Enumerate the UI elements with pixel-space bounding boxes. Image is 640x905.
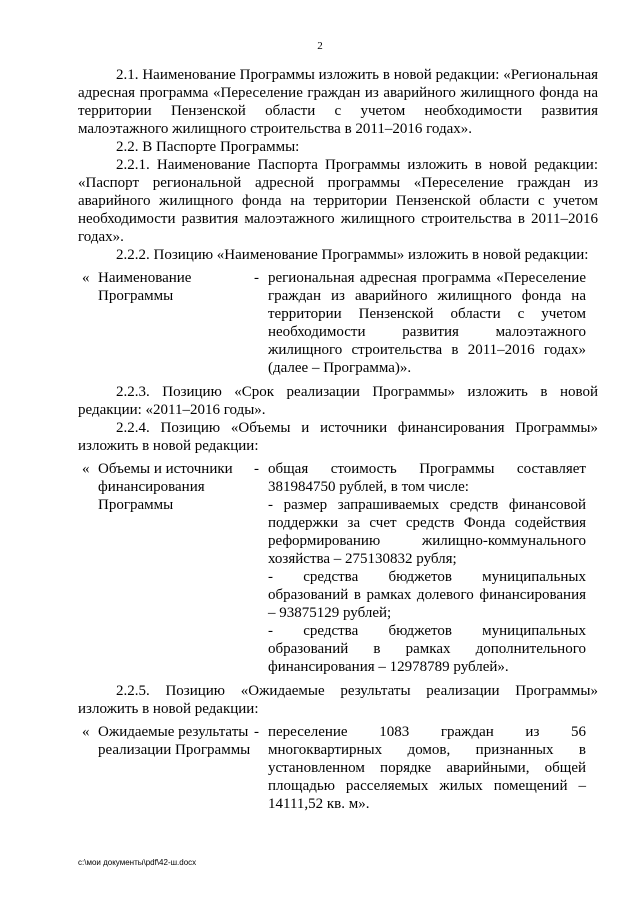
financing-fund: - размер запрашиваемых средств финансовой поддержки за счет средств Фонда содействия реформированию жилищно-коммунального хозяйства – 275130832 рубля; bbox=[268, 497, 586, 567]
financing-total: общая стоимость Программы составляет 381984750 рублей, в том числе: bbox=[268, 461, 586, 495]
opening-quote: « bbox=[82, 270, 90, 286]
file-path-footer: c:\мои документы\pdf\42-ш.docx bbox=[78, 858, 197, 867]
position-name-table bbox=[78, 269, 598, 377]
financing-value bbox=[268, 460, 586, 676]
paragraph-2-1: 2.1. Наименование Программы изложить в новой редакции: «Региональная адресная программа «Переселение граждан из аварийного жилищного фонда на территории Пензенской области с учетом необходимости развития малоэтажного жилищного строительства в 2011–2016 годах». bbox=[78, 67, 598, 137]
paragraph-2-2: 2.2. В Паспорте Программы: bbox=[116, 139, 300, 155]
results-dash: - bbox=[254, 724, 259, 740]
financing-shared: - средства бюджетов муниципальных образований в рамках долевого финансирования – 93875129 рублей; bbox=[268, 569, 586, 621]
results-value-text: переселение 1083 граждан из 56 многоквартирных домов, признанных в установленном порядке аварийными, общей площадью расселяемых жилых помещений – 14111,52 кв. м». bbox=[268, 724, 586, 812]
document-body bbox=[78, 66, 598, 819]
financing-dash: - bbox=[254, 461, 259, 477]
results-label: Ожидаемые результаты реализации Программы bbox=[98, 724, 251, 758]
position-value-text: региональная адресная программа «Переселение граждан из аварийного жилищного фонда на территории Пензенской области с учетом необходимости развития малоэтажного жилищного строительства в 2011–2016 годах» (далее – Программа)». bbox=[268, 270, 586, 376]
paragraph-2-2-5: 2.2.5. Позицию «Ожидаемые результаты реализации Программы» изложить в новой редакции: bbox=[78, 683, 598, 717]
position-label: Наименование Программы bbox=[98, 270, 192, 304]
results-table bbox=[78, 723, 598, 813]
financing-label: Объемы и источники финансирования Программы bbox=[98, 461, 233, 513]
financing-additional: - средства бюджетов муниципальных образований в рамках дополнительного финансирования – 12978789 рублей». bbox=[268, 623, 586, 675]
paragraph-2-2-3: 2.2.3. Позицию «Срок реализации Программы» изложить в новой редакции: «2011–2016 годы». bbox=[78, 384, 598, 418]
position-dash: - bbox=[254, 270, 259, 286]
page-number: 2 bbox=[317, 40, 323, 52]
paragraph-2-2-4: 2.2.4. Позицию «Объемы и источники финансирования Программы» изложить в новой редакции: bbox=[78, 420, 598, 454]
paragraph-2-2-2: 2.2.2. Позицию «Наименование Программы» изложить в новой редакции: bbox=[116, 247, 589, 263]
opening-quote: « bbox=[82, 724, 90, 740]
financing-table bbox=[78, 460, 598, 676]
paragraph-2-2-1: 2.2.1. Наименование Паспорта Программы изложить в новой редакции: «Паспорт региональной адресной программы «Переселение граждан из аварийного жилищного фонда на территории Пензенской области с учетом необходимости развития малоэтажного жилищного строительства в 2011–2016 годах». bbox=[78, 157, 598, 245]
results-value bbox=[268, 723, 586, 813]
position-value bbox=[268, 269, 586, 377]
opening-quote: « bbox=[82, 461, 90, 477]
